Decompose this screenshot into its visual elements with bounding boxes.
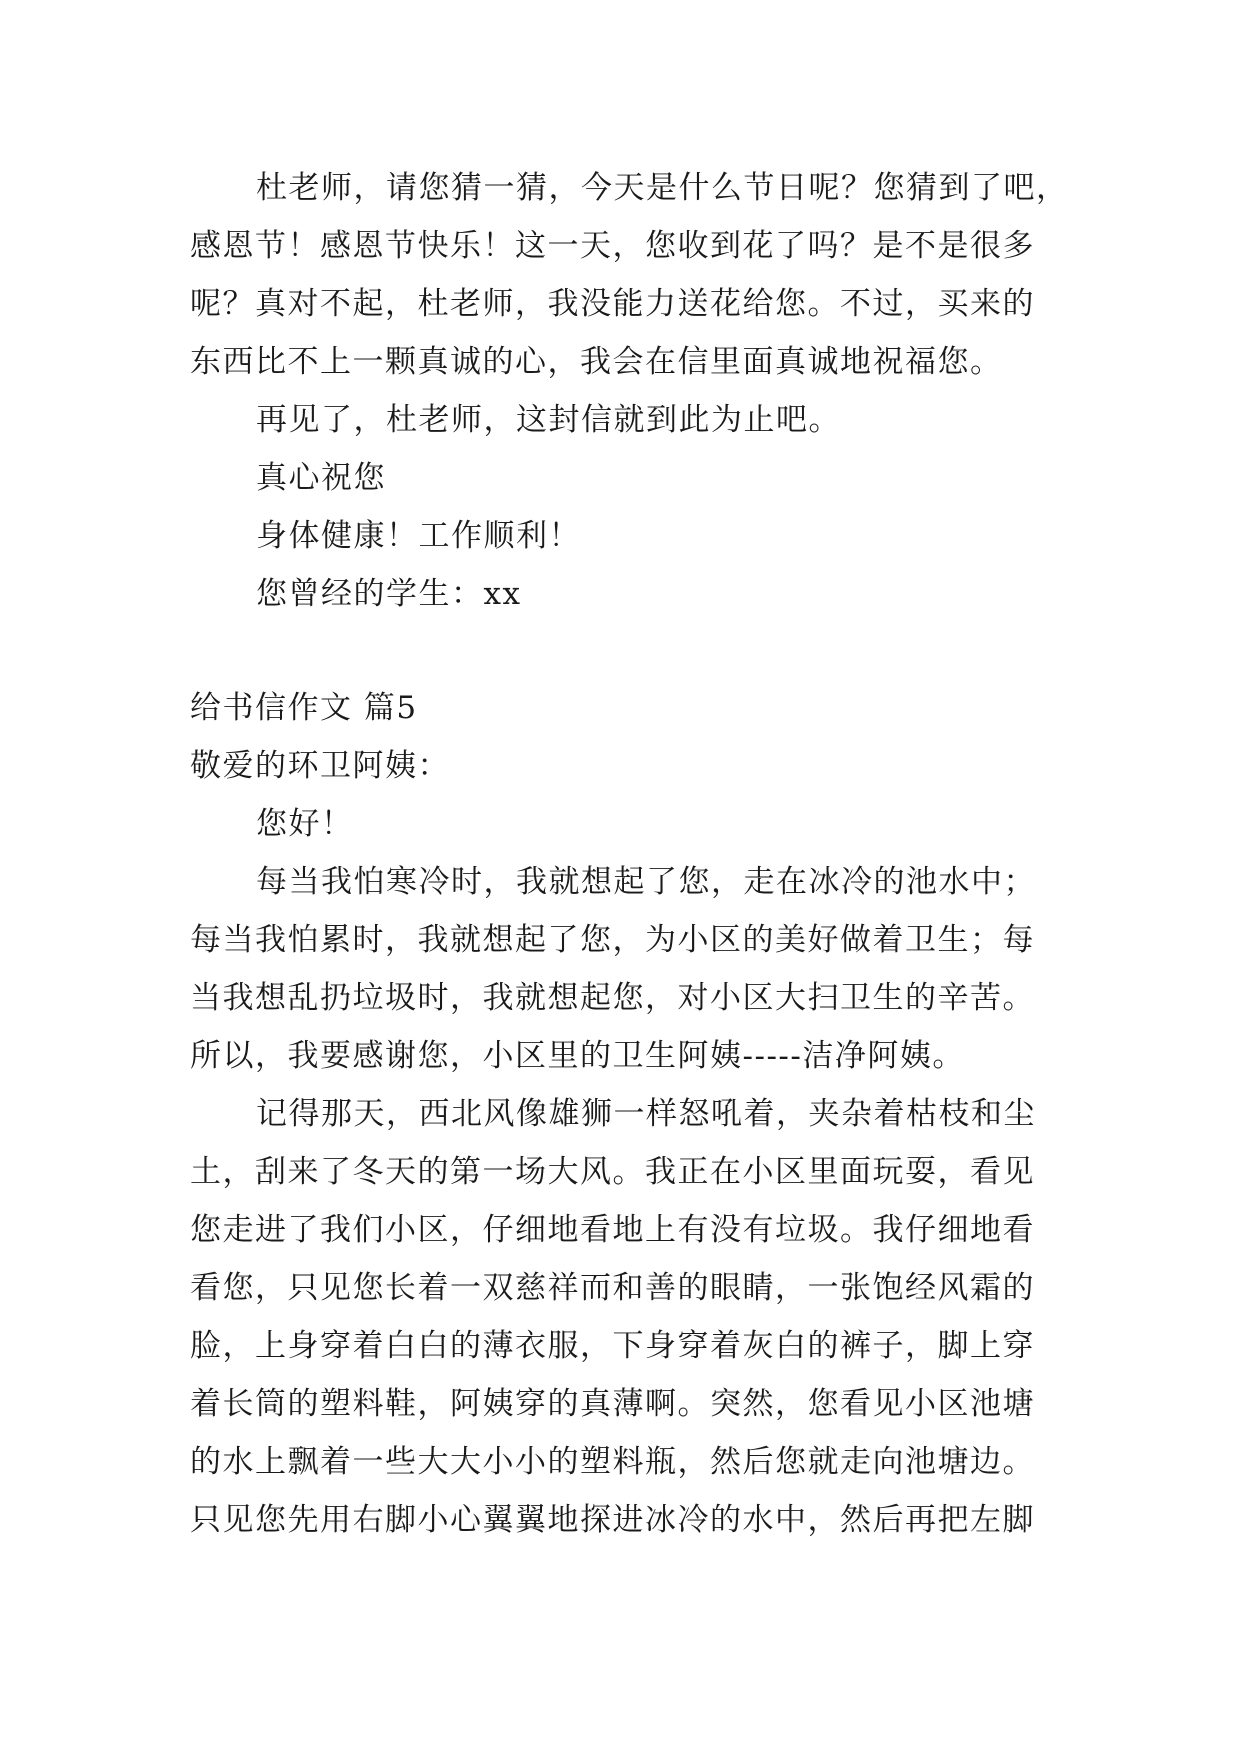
paragraph-line: 脸，上身穿着白白的薄衣服，下身穿着灰白的裤子，脚上穿	[190, 1328, 1035, 1364]
greeting: 您好！	[256, 806, 354, 842]
wish-intro: 真心祝您	[256, 460, 386, 496]
paragraph-line: 土，刮来了冬天的第一场大风。我正在小区里面玩耍，看见	[190, 1154, 1035, 1190]
paragraph-line: 着长筒的塑料鞋，阿姨穿的真薄啊。突然，您看见小区池塘	[190, 1386, 1035, 1422]
paragraph-line: 东西比不上一颗真诚的心，我会在信里面真诚地祝福您。	[190, 344, 1003, 380]
paragraph-line: 所以，我要感谢您，小区里的卫生阿姨-----洁净阿姨。	[190, 1038, 965, 1074]
salutation: 敬爱的环卫阿姨：	[190, 748, 450, 784]
signature: 您曾经的学生：xx	[256, 576, 522, 612]
paragraph-line: 看您，只见您长着一双慈祥而和善的眼睛，一张饱经风霜的	[190, 1270, 1035, 1306]
paragraph-line: 呢？真对不起，杜老师，我没能力送花给您。不过，买来的	[190, 286, 1035, 322]
paragraph-line: 每当我怕寒冷时，我就想起了您，走在冰冷的池水中；	[256, 864, 1036, 900]
paragraph-line: 当我想乱扔垃圾时，我就想起您，对小区大扫卫生的辛苦。	[190, 980, 1035, 1016]
paragraph-line: 杜老师，请您猜一猜，今天是什么节日呢？您猜到了吧，	[256, 170, 1069, 206]
paragraph-line: 的水上飘着一些大大小小的塑料瓶，然后您就走向池塘边。	[190, 1444, 1035, 1480]
wish-line: 身体健康！工作顺利！	[256, 518, 581, 554]
paragraph-line: 只见您先用右脚小心翼翼地探进冰冷的水中，然后再把左脚	[190, 1502, 1035, 1538]
paragraph-line: 感恩节！感恩节快乐！这一天，您收到花了吗？是不是很多	[190, 228, 1035, 264]
paragraph-line: 您走进了我们小区，仔细地看地上有没有垃圾。我仔细地看	[190, 1212, 1035, 1248]
paragraph-line: 每当我怕累时，我就想起了您，为小区的美好做着卫生；每	[190, 922, 1035, 958]
paragraph-line: 记得那天，西北风像雄狮一样怒吼着，夹杂着枯枝和尘	[256, 1096, 1036, 1132]
section-title: 给书信作文 篇5	[190, 690, 418, 726]
farewell-line: 再见了，杜老师，这封信就到此为止吧。	[256, 402, 841, 438]
